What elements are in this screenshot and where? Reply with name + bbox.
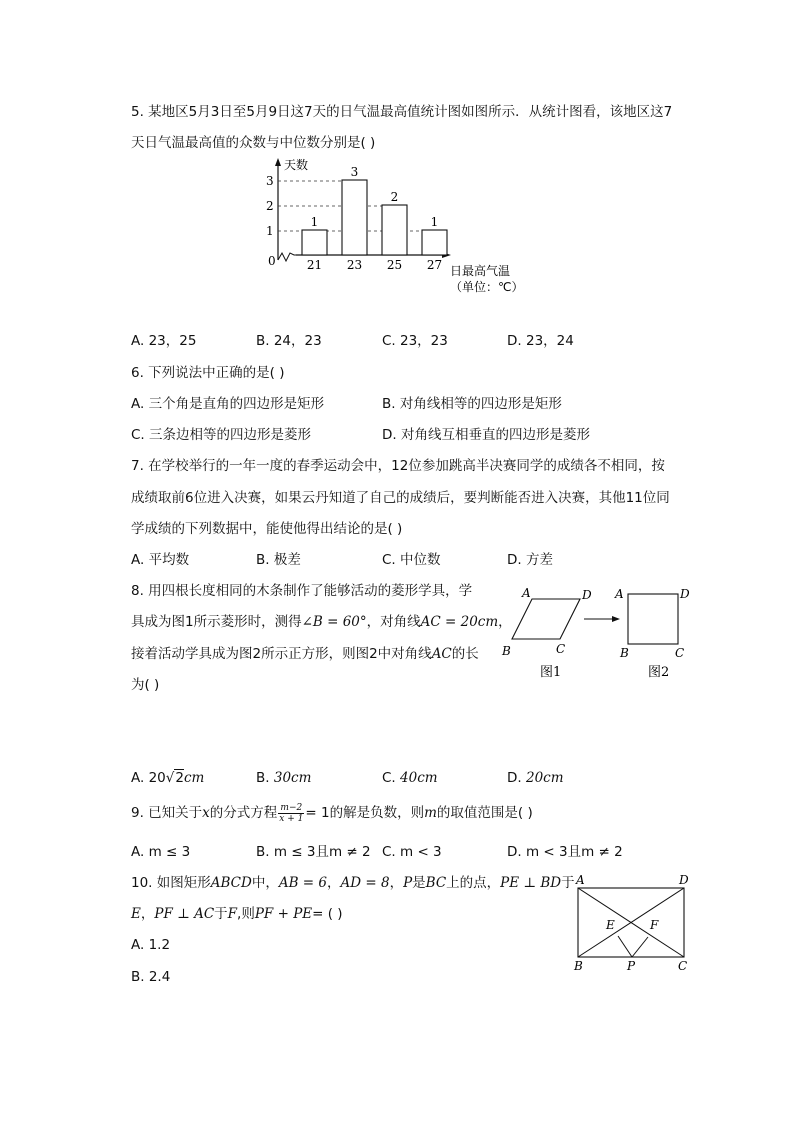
bar-25 xyxy=(382,205,407,255)
q8-option-d[interactable]: D. 20cm xyxy=(507,770,564,786)
fig1-label-c: C xyxy=(556,642,566,656)
q10-line1: 10. 如图矩形ABCD中，AB = 6，AD = 8，P是BC上的点，PE ⊥ BD于 xyxy=(131,875,575,891)
fig1-label-b: B xyxy=(502,644,511,658)
q9-option-b[interactable]: B. m ≤ 3且m ≠ 2 xyxy=(256,844,371,860)
bar-23 xyxy=(342,180,367,255)
y-tick-2: 2 xyxy=(266,199,274,213)
y-axis-label: 天数 xyxy=(284,158,309,172)
q7-line2: 成绩取前6位进入决赛，如果云丹知道了自己的成绩后，要判断能否进入决赛，其他11位同 xyxy=(131,490,670,506)
fig2-label-a: A xyxy=(615,587,624,601)
segment-pf xyxy=(632,937,648,957)
y-axis-arrow xyxy=(275,158,281,166)
q10-option-b[interactable]: B. 2.4 xyxy=(131,969,171,985)
unit-label: （单位：℃） xyxy=(450,280,524,294)
fig2-label-c: C xyxy=(675,646,685,660)
q8-line2: 具成为图1所示菱形时，测得∠B = 60°，对角线AC = 20cm， xyxy=(131,614,512,630)
q5-option-d[interactable]: D. 23，24 xyxy=(507,333,574,349)
q5-line2: 天日气温最高值的众数与中位数分别是( ) xyxy=(131,135,376,151)
q8-option-c[interactable]: C. 40cm xyxy=(382,770,438,786)
q6-option-c[interactable]: C. 三条边相等的四边形是菱形 xyxy=(131,427,312,443)
label-b: B xyxy=(574,959,583,973)
q6-option-a[interactable]: A. 三个角是直角的四边形是矩形 xyxy=(131,396,325,412)
q8-line1: 8. 用四根长度相同的木条制作了能够活动的菱形学具，学 xyxy=(131,583,473,599)
x-tick-23: 23 xyxy=(346,258,363,272)
q7-option-a[interactable]: A. 平均数 xyxy=(131,552,190,568)
label-a: A xyxy=(576,873,585,887)
q8-line4: 为( ) xyxy=(131,677,160,693)
bar-27 xyxy=(422,230,447,255)
q8-option-a[interactable]: A. 20√2cm xyxy=(131,770,205,786)
label-f: F xyxy=(650,918,659,932)
x-tick-25: 25 xyxy=(386,258,403,272)
bar-value-label-23: 3 xyxy=(350,165,359,179)
q9-option-c[interactable]: C. m < 3 xyxy=(382,844,442,860)
bar-value-label-27: 1 xyxy=(430,215,439,229)
q8-option-b[interactable]: B. 30cm xyxy=(256,770,312,786)
q7-option-c[interactable]: C. 中位数 xyxy=(382,552,441,568)
axis-break xyxy=(278,253,296,261)
q9-fraction: $\frac{m-2}{x + 1}$ xyxy=(279,802,304,824)
q8-line3: 接着活动学具成为图2所示正方形，则图2中对角线AC的长 xyxy=(131,646,479,662)
rhombus-shape xyxy=(512,599,580,639)
label-c: C xyxy=(678,959,688,973)
bar-value-label-21: 1 xyxy=(310,215,319,229)
y-tick-3: 3 xyxy=(266,174,274,188)
q6-line1: 6. 下列说法中正确的是( ) xyxy=(131,365,285,381)
transform-arrow-head xyxy=(612,616,620,622)
x-tick-21: 21 xyxy=(306,258,323,272)
fig1-label-d: D xyxy=(582,588,592,602)
square-shape xyxy=(628,594,678,644)
fig1-caption: 图1 xyxy=(540,665,562,680)
origin-label: 0 xyxy=(268,254,276,268)
q7-option-b[interactable]: B. 极差 xyxy=(256,552,301,568)
q6-option-d[interactable]: D. 对角线互相垂直的四边形是菱形 xyxy=(382,427,590,443)
q5-option-b[interactable]: B. 24，23 xyxy=(256,333,322,349)
label-p: P xyxy=(627,959,636,973)
q6-option-b[interactable]: B. 对角线相等的四边形是矩形 xyxy=(382,396,562,412)
y-tick-1: 1 xyxy=(266,224,274,238)
q7-line1: 7. 在学校举行的一年一度的春季运动会中，12位参加跳高半决赛同学的成绩各不相同，按 xyxy=(131,458,665,474)
q5-option-a[interactable]: A. 23，25 xyxy=(131,333,197,349)
segment-pe xyxy=(618,936,632,957)
fig1-label-a: A xyxy=(522,586,531,600)
q10-option-a[interactable]: A. 1.2 xyxy=(131,937,171,953)
bar-value-label-25: 2 xyxy=(390,190,399,204)
q9-option-a[interactable]: A. m ≤ 3 xyxy=(131,844,191,860)
q8-figure xyxy=(498,583,698,683)
temperature-bar-chart xyxy=(258,155,548,300)
label-e: E xyxy=(606,918,615,932)
q5-option-c[interactable]: C. 23，23 xyxy=(382,333,448,349)
label-d: D xyxy=(679,873,689,887)
bar-21 xyxy=(302,230,327,255)
q5-line1: 5. 某地区5月3日至5月9日这7天的日气温最高值统计图如图所示．从统计图看，该地区这7 xyxy=(131,104,673,120)
q10-line2: E，PF ⊥ AC于F,则PF + PE= ( ) xyxy=(131,906,343,922)
q10-figure xyxy=(570,870,700,978)
fig2-caption: 图2 xyxy=(648,665,670,680)
q7-option-d[interactable]: D. 方差 xyxy=(507,552,553,568)
fig2-label-b: B xyxy=(620,646,629,660)
fig2-label-d: D xyxy=(680,587,690,601)
q9-option-d[interactable]: D. m < 3且m ≠ 2 xyxy=(507,844,623,860)
q7-line3: 学成绩的下列数据中，能使他得出结论的是( ) xyxy=(131,521,403,537)
x-axis-label: 日最高气温 xyxy=(450,264,511,278)
q9-line1: 9. 已知关于x的分式方程 $\frac{m-2}{x + 1}$ = 1的解是负数，则m的取值范围是( ) xyxy=(131,802,533,824)
x-tick-27: 27 xyxy=(426,258,443,272)
